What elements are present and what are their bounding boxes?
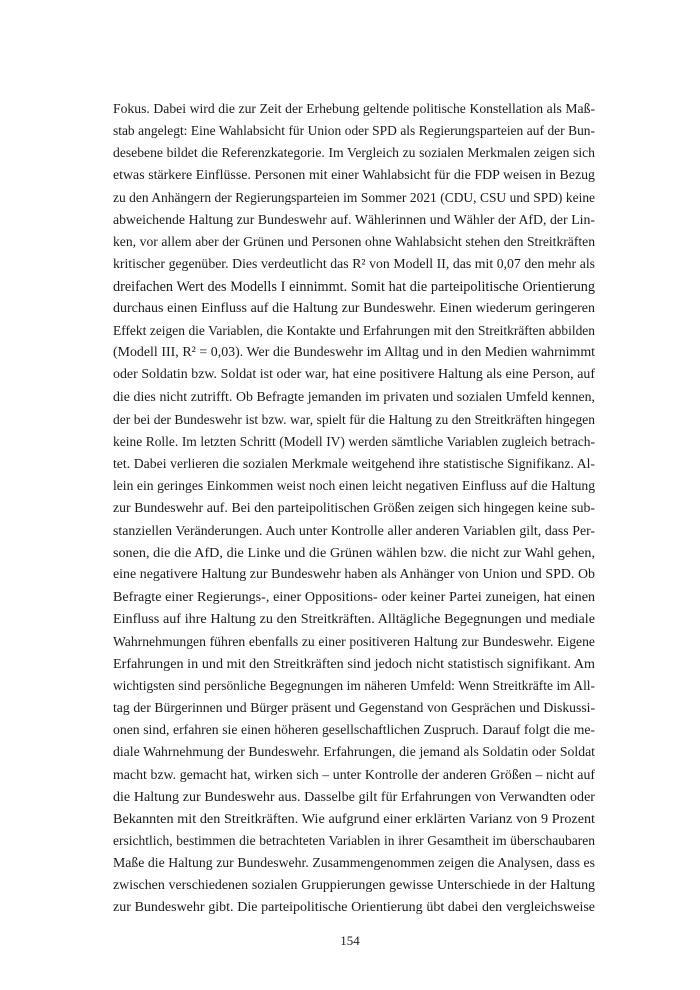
text-line: zu den Anhängern der Regierungsparteien im Sommer 2021 (CDU, CSU und SPD) keine [113,189,595,205]
text-line: tag der Bürgerinnen und Bürger präsent und Gegenstand von Gesprächen und Diskussi- [113,700,595,716]
text-line: zur Bundeswehr gibt. Die parteipolitische Orientierung übt dabei den vergleichsweise [113,899,595,915]
text-line: durchaus einen Einfluss auf die Haltung zur Bundeswehr. Einen wiederum geringeren [113,300,595,316]
text-line: ersichtlich, bestimmen die betrachteten Variablen in ihrer Gesamtheit im überschaubaren [113,833,595,849]
text-line: zur Bundeswehr auf. Bei den parteipolitischen Größen zeigen sich hingegen keine sub- [113,500,595,516]
text-line: diale Wahrnehmung der Bundeswehr. Erfahrungen, die jemand als Soldatin oder Soldat [113,744,595,760]
text-line: oder Soldatin bzw. Soldat ist oder war, hat eine positivere Haltung als eine Person, auf [113,367,595,383]
text-line: Wahrnehmungen führen ebenfalls zu einer positiveren Haltung zur Bundeswehr. Eigene [113,633,595,649]
text-line: stanziellen Veränderungen. Auch unter Kontrolle aller anderen Variablen gilt, dass Per- [113,522,595,538]
text-line: die dies nicht zutrifft. Ob Befragte jemanden im privaten und sozialen Umfeld kennen, [113,389,595,405]
text-line: Maße die Haltung zur Bundeswehr. Zusammengenommen zeigen die Analysen, dass es [113,855,595,871]
text-line: dreifachen Wert des Modells I einnimmt. Somit hat die parteipolitische Orientierung [113,278,595,295]
text-line: tet. Dabei verlieren die sozialen Merkmale weitgehend ihre statistische Signifikanz. Al- [113,456,595,471]
text-line: onen sind, erfahren sie einen höheren gesellschaftlichen Zuspruch. Darauf folgt die me- [113,722,595,738]
text-line: lein ein geringes Einkommen weist noch einen leicht negativen Einfluss auf die Haltung [113,478,595,494]
text-line: desebene bildet die Referenzkategorie. Im Vergleich zu sozialen Merkmalen zeigen sich [113,145,595,161]
text-line: Erfahrungen in und mit den Streitkräften sind jedoch nicht statistisch signifikant. Am [113,655,595,672]
text-line: Bekannten mit den Streitkräften. Wie aufgrund einer erklärten Varianz von 9 Prozent [113,811,595,827]
text-line: ken, vor allem aber der Grünen und Personen ohne Wahlabsicht stehen den Streitkräften [113,234,595,250]
text-line: sonen, die die AfD, die Linke und die Grünen wählen bzw. die nicht zur Wahl gehen, [113,544,595,561]
text-line: keine Rolle. Im letzten Schritt (Modell IV) werden sämtliche Variablen zugleich betrach- [113,433,595,449]
text-line: Befragte einer Regierungs-, einer Oppositions- oder keiner Partei zuneigen, hat einen [113,589,595,606]
text-line: die Haltung zur Bundeswehr aus. Dasselbe gilt für Erfahrungen von Verwandten oder [113,788,595,805]
text-line: eine negativere Haltung zur Bundeswehr haben als Anhänger von Union und SPD. Ob [113,566,595,582]
page-number: 154 [340,933,360,948]
text-line: etwas stärkere Einflüsse. Personen mit einer Wahlabsicht für die FDP weisen in Bezug [113,167,595,183]
body-text [113,98,595,919]
text-line: Fokus. Dabei wird die zur Zeit der Erhebung geltende politische Konstellation als Maß- [113,101,595,116]
text-line: Einfluss auf ihre Haltung zu den Streitkräften. Alltägliche Begegnungen und mediale [113,611,595,628]
text-line: Effekt zeigen die Variablen, die Kontakte und Erfahrungen mit den Streitkräften abbilden [113,322,595,338]
text-line: der bei der Bundeswehr ist bzw. war, spielt für die Haltung zu den Streitkräften hingegen [113,411,595,427]
text-line: zwischen verschiedenen sozialen Gruppierungen gewisse Unterschiede in der Haltung [113,877,595,893]
text-line: abweichende Haltung zur Bundeswehr auf. Wählerinnen und Wähler der AfD, der Lin- [113,211,595,227]
text-line: (Modell III, R² = 0,03). Wer die Bundeswehr im Alltag und in den Medien wahrnimmt [113,345,595,361]
text-line: kritischer gegenüber. Dies verdeutlicht das R² von Modell II, das mit 0,07 den mehr als [113,256,595,272]
text-line: stab angelegt: Eine Wahlabsicht für Union oder SPD als Regierungsparteien auf der Bun- [113,123,595,139]
text-line: macht bzw. gemacht hat, wirken sich – unter Kontrolle der anderen Größen – nicht auf [113,766,595,782]
text-line: wichtigsten sind persönliche Begegnungen im näheren Umfeld: Wenn Streitkräfte im All- [113,677,595,693]
